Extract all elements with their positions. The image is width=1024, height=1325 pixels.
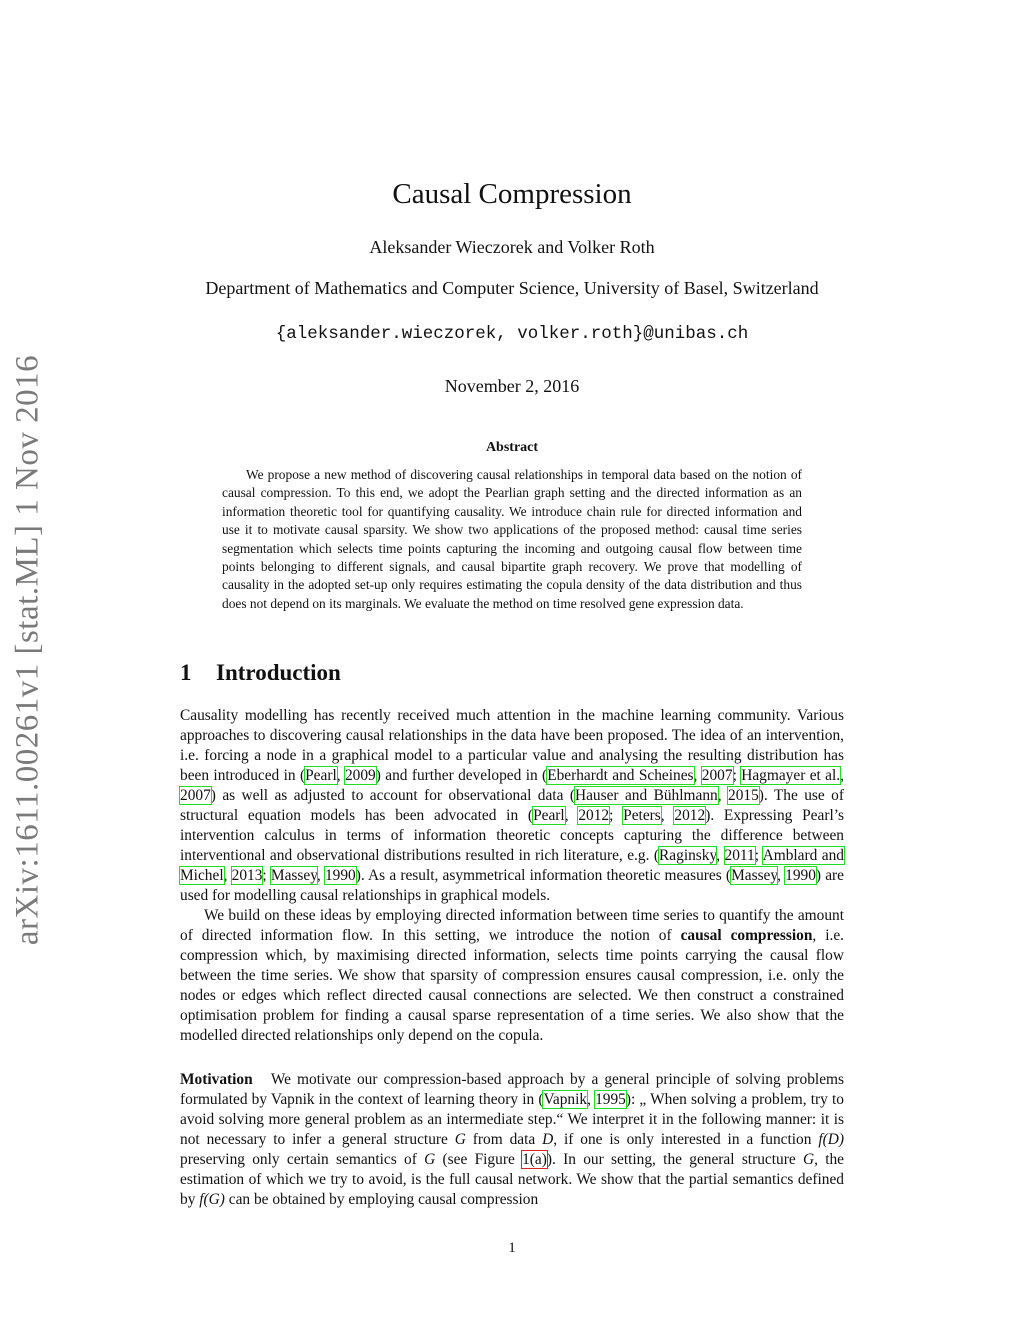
citation-link[interactable]: Massey	[270, 867, 317, 884]
citation-link[interactable]: 2012	[578, 807, 610, 824]
math-symbol: G	[424, 1151, 436, 1168]
math-symbol: f(D)	[818, 1131, 844, 1148]
citation-link[interactable]: Eberhardt and Scheines	[547, 767, 694, 784]
citation-link[interactable]: 1995	[595, 1091, 626, 1108]
math-symbol: G	[454, 1131, 466, 1148]
citation-link[interactable]: Raginsky	[659, 847, 717, 864]
abstract-heading: Abstract	[485, 440, 539, 455]
citation-link[interactable]: 1990	[785, 867, 816, 884]
arxiv-stamp: arXiv:1611.00261v1 [stat.ML] 1 Nov 2016	[9, 354, 46, 946]
math-symbol: D	[542, 1131, 554, 1148]
math-symbol: f(G)	[199, 1191, 225, 1208]
citation-link[interactable]: 2007	[180, 787, 211, 804]
citation-link[interactable]: 2013	[231, 867, 263, 884]
citation-link[interactable]: Pearl	[533, 807, 565, 824]
citation-link[interactable]: Amblard and Michel	[180, 847, 844, 884]
citation-link[interactable]: Hauser and Bühlmann	[574, 787, 718, 804]
bold-term: causal compression	[680, 927, 813, 944]
paper-title: Causal Compression	[392, 178, 632, 210]
citation-link[interactable]: Peters	[623, 807, 661, 824]
citation-link[interactable]: Pearl	[305, 767, 337, 784]
math-symbol: G	[802, 1151, 815, 1168]
citation-link[interactable]: 2009	[344, 767, 376, 784]
citation-link[interactable]: 2007	[701, 767, 733, 784]
section-number: 1	[180, 660, 192, 685]
section-title: Introduction	[216, 660, 341, 685]
citation-link[interactable]: 1990	[324, 867, 356, 884]
page-number: 1	[508, 1240, 516, 1256]
motivation-paragraph: Motivation We motivate our compression-based approach by a general principle of solving problems formulated by Vapnik in the context of learning theory in (Vapnik, 1995): „ When solving a problem, try to avoid solving more general problem as an intermediate step.“ We interpret it in the following manner: it is not necessary to infer a general structure G from data D, if one is only interested in a function f(D) preserving only certain semantics of G (see Figure 1(a)). In our setting, the general structure G, the estimation of which we try to avoid, is the full causal network. We show that the partial semantics defined by f(G) can be obtained by employing causal compression	[180, 1071, 845, 1208]
intro-paragraph-2: We build on these ideas by employing directed information between time series to quantify the amount of directed information flow. In this setting, we introduce the notion of causal compression, i.e. compression which, by maximising directed information, selects time points carrying the causal flow between the time series. We show that sparsity of compression ensures causal compression, i.e. only the nodes or edges which reflect directed causal connections are selected. We then construct a constrained optimisation problem for finding a causal sparse representation of a time series. We also show that the modelled directed relationships only depend on the copula.	[180, 907, 844, 1044]
date: November 2, 2016	[444, 376, 580, 396]
affiliation: Department of Mathematics and Computer Science, University of Basel, Switzerland	[205, 278, 819, 298]
section-heading	[180, 660, 341, 686]
citation-link[interactable]: Vapnik	[543, 1091, 588, 1108]
citation-link[interactable]: 2012	[674, 807, 706, 824]
citation-link[interactable]: Massey	[731, 867, 778, 884]
citation-link[interactable]: 2015	[728, 787, 759, 804]
citation-link[interactable]: 2011	[724, 847, 755, 864]
citation-link[interactable]: Hagmayer et al.	[741, 767, 841, 784]
abstract-text: We propose a new method of discovering causal relationships in temporal data based on the notion of causal compression. To this end, we adopt the Pearlian graph setting and the directed information as an information theoretic tool for quantifying causality. We introduce chain rule for directed information and use it to motivate causal sparsity. We show two applications of the proposed method: causal time series segmentation which selects time points capturing the incoming and outgoing causal flow between time points belonging to different signals, and causal bipartite graph recovery. We prove that modelling of causality in the adopted set-up only requires estimating the copula density of the data distribution and thus does not depend on its marginals. We evaluate the method on time resolved gene expression data.	[222, 467, 802, 611]
intro-paragraph-1: Causality modelling has recently received much attention in the machine learning community. Various approaches to discovering causal relationships in the data have been proposed. The idea of an intervention, i.e. forcing a node in a graphical model to a particular value and analysing the resulting distribution has been introduced in (Pearl, 2009) and further developed in (Eberhardt and Scheines, 2007; Hagmayer et al., 2007) as well as adjusted to account for observational data (Hauser and Bühlmann, 2015). The use of structural equation models has been advocated in (Pearl, 2012; Peters, 2012). Expressing Pearl’s intervention calculus in terms of information theoretic concepts capturing the difference between interventional and observational distributions resulted in rich literature, e.g. (Raginsky, 2011; Amblard and Michel, 2013; Massey, 1990). As a result, asymmetrical information theoretic measures (Massey, 1990) are used for modelling causal relationships in graphical models.	[180, 707, 844, 904]
authors: Aleksander Wieczorek and Volker Roth	[369, 237, 655, 257]
paragraph-heading: Motivation	[180, 1071, 253, 1088]
figure-ref-link[interactable]: 1(a)	[522, 1151, 547, 1168]
email: {aleksander.wieczorek, volker.roth}@unibas.ch	[275, 324, 749, 344]
